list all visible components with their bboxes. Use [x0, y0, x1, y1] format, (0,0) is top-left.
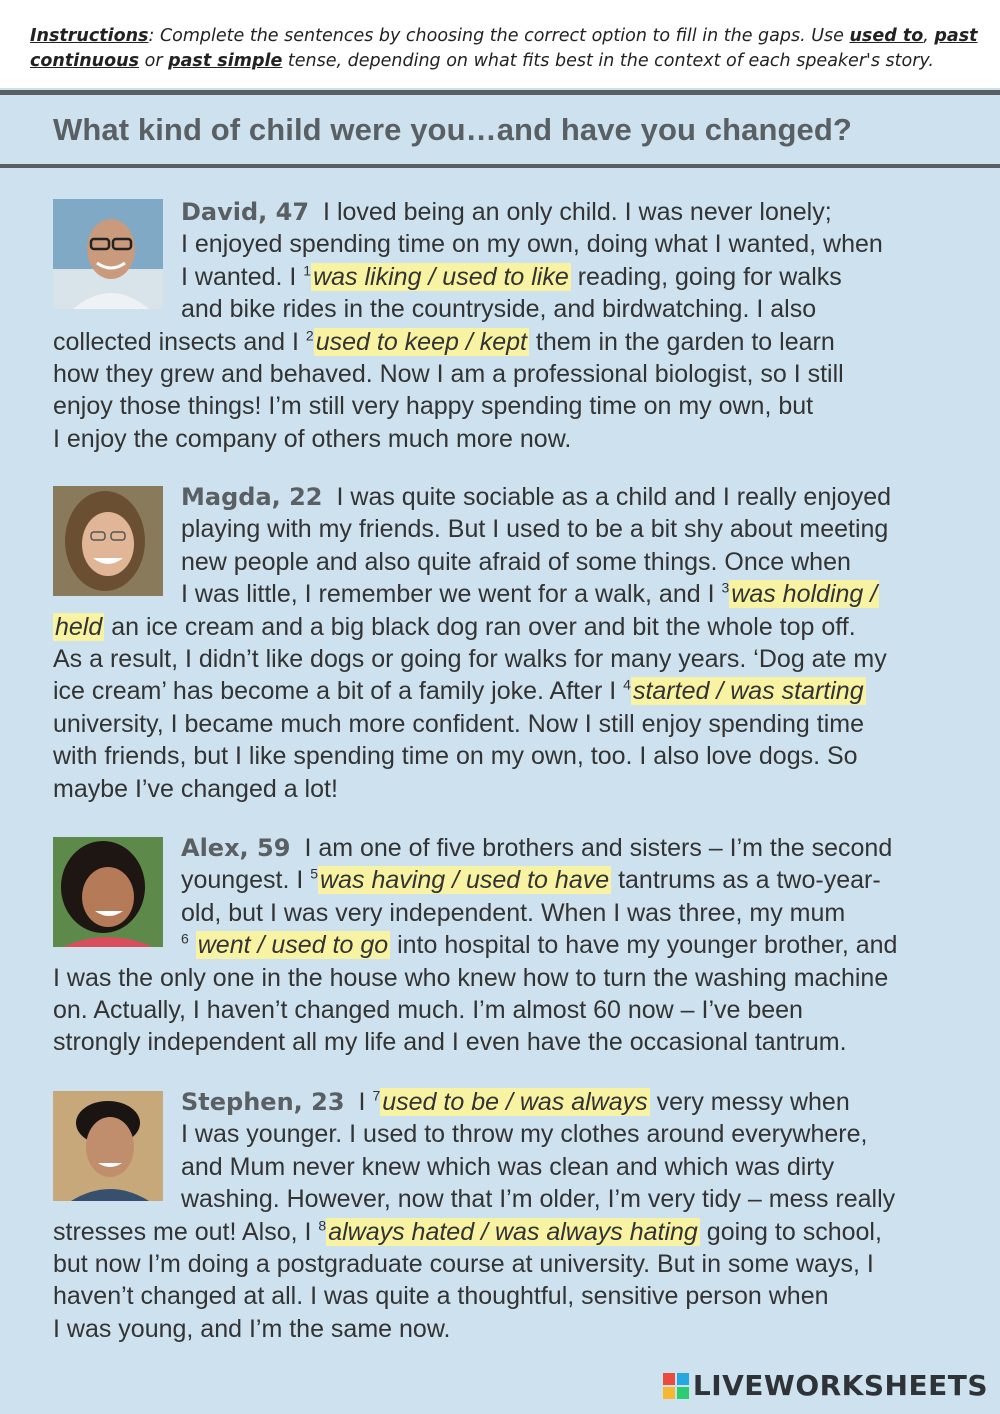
story-line	[53, 832, 978, 864]
line-text: going to school,	[699, 1217, 882, 1246]
line-text: I was the only one in the house who knew how to turn the washing machine	[53, 963, 889, 992]
gap-5-options[interactable]: was having / used to have	[320, 866, 610, 895]
line-text: university, I became much more confident. Now I still enjoy spending time	[53, 709, 865, 738]
story-line	[53, 897, 978, 929]
gap-1-options[interactable]: was liking / used to like	[313, 262, 569, 291]
instructions-option-past-simple: past simple	[168, 51, 283, 71]
story-line	[53, 1151, 978, 1183]
story-line	[53, 643, 978, 675]
story-line	[53, 1026, 978, 1058]
line-text: maybe I’ve changed a lot!	[53, 774, 338, 803]
story-line	[53, 994, 978, 1026]
story-line	[53, 675, 978, 707]
instructions	[30, 24, 980, 74]
story-magda	[53, 481, 978, 805]
story-line	[53, 1118, 978, 1150]
gap-8-options[interactable]: always hated / was always hating	[328, 1217, 698, 1246]
story-stephen	[53, 1086, 978, 1345]
line-text: new people and also quite afraid of some things. Once when	[181, 547, 851, 576]
line-text: strongly independent all my life and I even have the occasional tantrum.	[53, 1028, 847, 1057]
speaker-name: Stephen, 23	[181, 1088, 345, 1116]
line-text: and bike rides in the countryside, and birdwatching. I also	[181, 295, 817, 324]
story-line	[53, 513, 978, 545]
line-text: youngest. I	[181, 866, 311, 895]
line-text: I wanted. I	[181, 262, 304, 291]
line-text: I was little, I remember we went for a walk, and I	[181, 580, 722, 609]
story-line	[53, 326, 978, 358]
story-line	[53, 261, 978, 293]
gap-7-options[interactable]: used to be / was always	[382, 1088, 648, 1116]
story-line	[53, 1248, 978, 1280]
title-divider	[0, 164, 1000, 168]
liveworksheets-logo-text: LIVEWORKSHEETS	[692, 1369, 988, 1402]
line-text: ice cream’ has become a bit of a family joke. After I	[53, 677, 624, 706]
story-alex	[53, 832, 978, 1059]
line-text: I	[358, 1088, 373, 1116]
line-text: with friends, but I like spending time on my own, too. I also love dogs. So	[53, 742, 858, 771]
story-line	[53, 578, 978, 610]
line-text: how they grew and behaved. Now I am a professional biologist, so I still	[53, 360, 844, 389]
story-line	[53, 390, 978, 422]
line-text: haven’t changed at all. I was quite a thoughtful, sensitive person when	[53, 1282, 829, 1311]
story-line	[53, 546, 978, 578]
story-line	[53, 423, 978, 455]
story-david	[53, 196, 978, 455]
speaker-name: Magda, 22	[181, 483, 323, 511]
gap-4-options[interactable]: started / was starting	[632, 677, 864, 706]
liveworksheets-logo-icon	[663, 1373, 689, 1399]
story-line	[53, 1216, 978, 1248]
line-text: I enjoyed spending time on my own, doing what I wanted, when	[181, 230, 883, 259]
line-text: I was younger. I used to throw my clothes around everywhere,	[181, 1120, 868, 1149]
top-divider	[0, 90, 1000, 95]
story-line	[53, 929, 978, 961]
line-text: washing. However, now that I’m older, I’m very tidy – mess really	[181, 1185, 896, 1214]
line-text: them in the garden to learn	[528, 327, 835, 356]
story-line	[53, 864, 978, 896]
story-line	[53, 293, 978, 325]
gap-3-options-cont[interactable]: held	[55, 612, 103, 641]
line-text: I enjoy the company of others much more now.	[53, 424, 572, 453]
instructions-sep-1: ,	[923, 26, 935, 46]
line-text: collected insects and I	[53, 327, 306, 356]
instructions-option-past-continuous: past continuous	[30, 26, 978, 71]
line-text: playing with my friends. But I used to be a bit shy about meeting	[181, 515, 889, 544]
story-line	[53, 611, 978, 643]
story-line	[53, 773, 978, 805]
gap-number: 1	[303, 262, 312, 279]
gap-number: 5	[310, 866, 319, 883]
story-line	[53, 1183, 978, 1215]
story-line	[53, 481, 978, 513]
line-text: into hospital to have my younger brother, and	[390, 931, 898, 960]
gap-number: 7	[372, 1087, 381, 1104]
gap-number: 6	[181, 930, 189, 947]
instructions-sep-2: or	[139, 51, 169, 71]
line-text: tantrums as a two-year-	[611, 866, 881, 895]
liveworksheets-logo	[663, 1369, 988, 1402]
story-line	[53, 740, 978, 772]
instructions-text-b: tense, depending on what fits best in the context of each speaker's story.	[282, 51, 934, 71]
line-text: and Mum never knew which was clean and which was dirty	[181, 1152, 835, 1181]
line-text: I am one of five brothers and sisters – I’m the second	[304, 834, 893, 862]
story-line	[53, 196, 978, 228]
speaker-name: David, 47	[181, 198, 310, 226]
instructions-option-used-to: used to	[849, 26, 924, 46]
gap-number: 4	[623, 677, 631, 694]
story-line	[53, 708, 978, 740]
gap-number: 3	[721, 579, 730, 596]
line-text: but now I’m doing a postgraduate course at university. But in some ways, I	[53, 1250, 874, 1279]
gap-2-options[interactable]: used to keep / kept	[315, 327, 527, 356]
gap-number: 8	[318, 1217, 327, 1234]
instructions-text-a: : Complete the sentences by choosing the correct option to fill in the gaps. Use	[148, 26, 850, 46]
line-text: old, but I was very independent. When I was three, my mum	[181, 898, 846, 927]
story-line	[53, 1313, 978, 1345]
story-line	[53, 962, 978, 994]
line-text: I was quite sociable as a child and I really enjoyed	[336, 483, 892, 511]
line-text: stresses me out! Also, I	[53, 1217, 319, 1246]
gap-3-options[interactable]: was holding /	[731, 580, 878, 609]
story-line	[53, 358, 978, 390]
line-text: very messy when	[649, 1088, 850, 1116]
story-line	[53, 1280, 978, 1312]
line-text: I was young, and I’m the same now.	[53, 1314, 451, 1343]
story-line	[53, 228, 978, 260]
instructions-box	[0, 0, 1000, 88]
line-text: enjoy those things! I’m still very happy spending time on my own, but	[53, 392, 814, 421]
gap-6-options[interactable]: went / used to go	[197, 931, 389, 960]
line-text: As a result, I didn’t like dogs or going for walks for many years. ‘Dog ate my	[53, 645, 887, 674]
instructions-label: Instructions	[30, 26, 149, 46]
line-text: on. Actually, I haven’t changed much. I’m almost 60 now – I’ve been	[53, 996, 803, 1025]
page-title: What kind of child were you…and have you changed?	[53, 112, 852, 147]
story-line	[53, 1086, 978, 1118]
line-text: reading, going for walks	[570, 262, 842, 291]
gap-number: 2	[305, 327, 314, 344]
line-text: I loved being an only child. I was never lonely;	[323, 198, 832, 226]
line-text: an ice cream and a big black dog ran over and bit the whole top off.	[104, 612, 856, 641]
speaker-name: Alex, 59	[181, 834, 291, 862]
